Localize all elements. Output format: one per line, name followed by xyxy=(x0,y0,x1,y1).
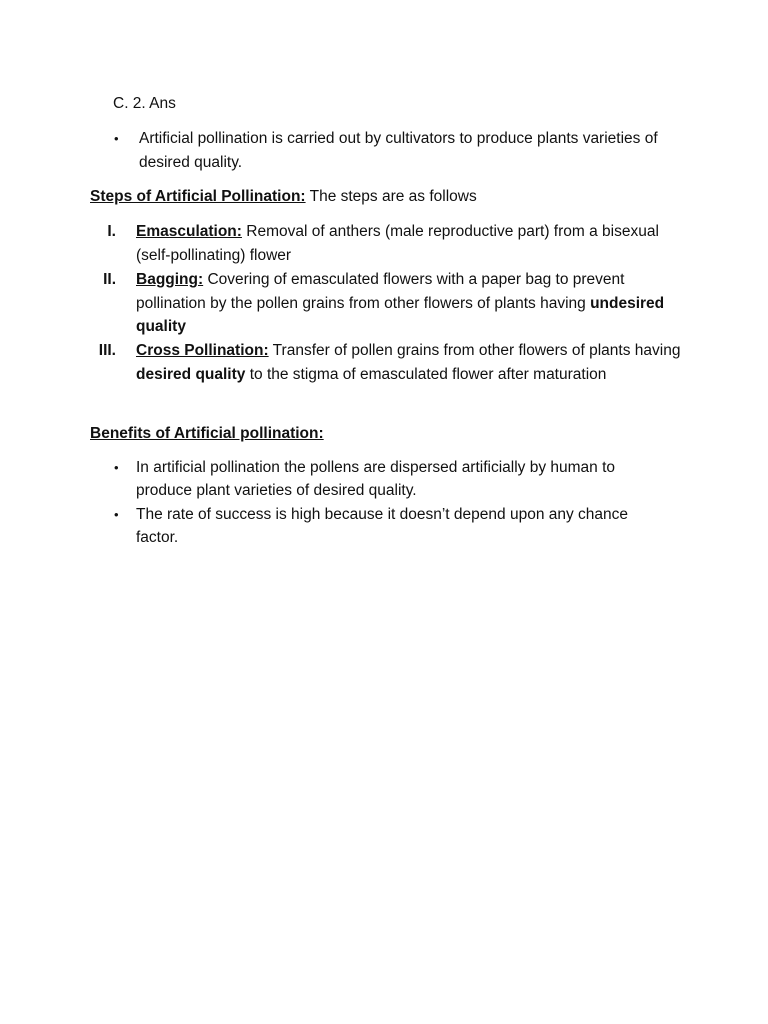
step-description-end: to the stigma of emasculated flower after maturation xyxy=(245,365,607,383)
step-description: Covering of emasculated flowers with a paper bag to prevent pollination by the pollen grains from other flowers of plants having xyxy=(136,271,625,312)
steps-heading-title: Steps of Artificial Pollination: xyxy=(90,188,306,205)
bullet-icon: • xyxy=(114,131,119,146)
step-number: III. xyxy=(98,342,116,359)
bullet-icon: • xyxy=(114,507,119,522)
step-number: II. xyxy=(103,271,116,288)
step-text xyxy=(136,339,696,386)
benefits-heading xyxy=(90,422,324,446)
step-term: Cross Pollination: xyxy=(136,342,269,359)
answer-label: C. 2. Ans xyxy=(113,95,176,112)
step-text xyxy=(136,268,696,339)
step-term: Emasculation: xyxy=(136,223,242,240)
step-number: I. xyxy=(107,223,116,240)
intro-bullet-text: Artificial pollination is carried out by cultivators to produce plants varieties of desired quality. xyxy=(139,130,658,171)
steps-heading-suffix: The steps are as follows xyxy=(305,188,477,205)
step-text xyxy=(136,220,696,267)
step-description: Removal of anthers (male reproductive part) from a bisexual (self-pollinating) flower xyxy=(136,223,659,264)
step-emphasis: undesired quality xyxy=(136,294,665,335)
step-description: Transfer of pollen grains from other flowers of plants having xyxy=(268,342,681,359)
bullet-icon: • xyxy=(114,460,119,475)
step-term: Bagging: xyxy=(136,271,204,288)
benefit-text: The rate of success is high because it doesn’t depend upon any chance factor. xyxy=(136,506,629,546)
benefits-heading-title: Benefits of Artificial pollination: xyxy=(90,425,324,442)
steps-heading xyxy=(90,185,477,209)
step-emphasis: desired quality xyxy=(136,365,246,383)
benefit-text: In artificial pollination the pollens are dispersed artificially by human to produce plant varieties of desired quality. xyxy=(136,459,616,499)
